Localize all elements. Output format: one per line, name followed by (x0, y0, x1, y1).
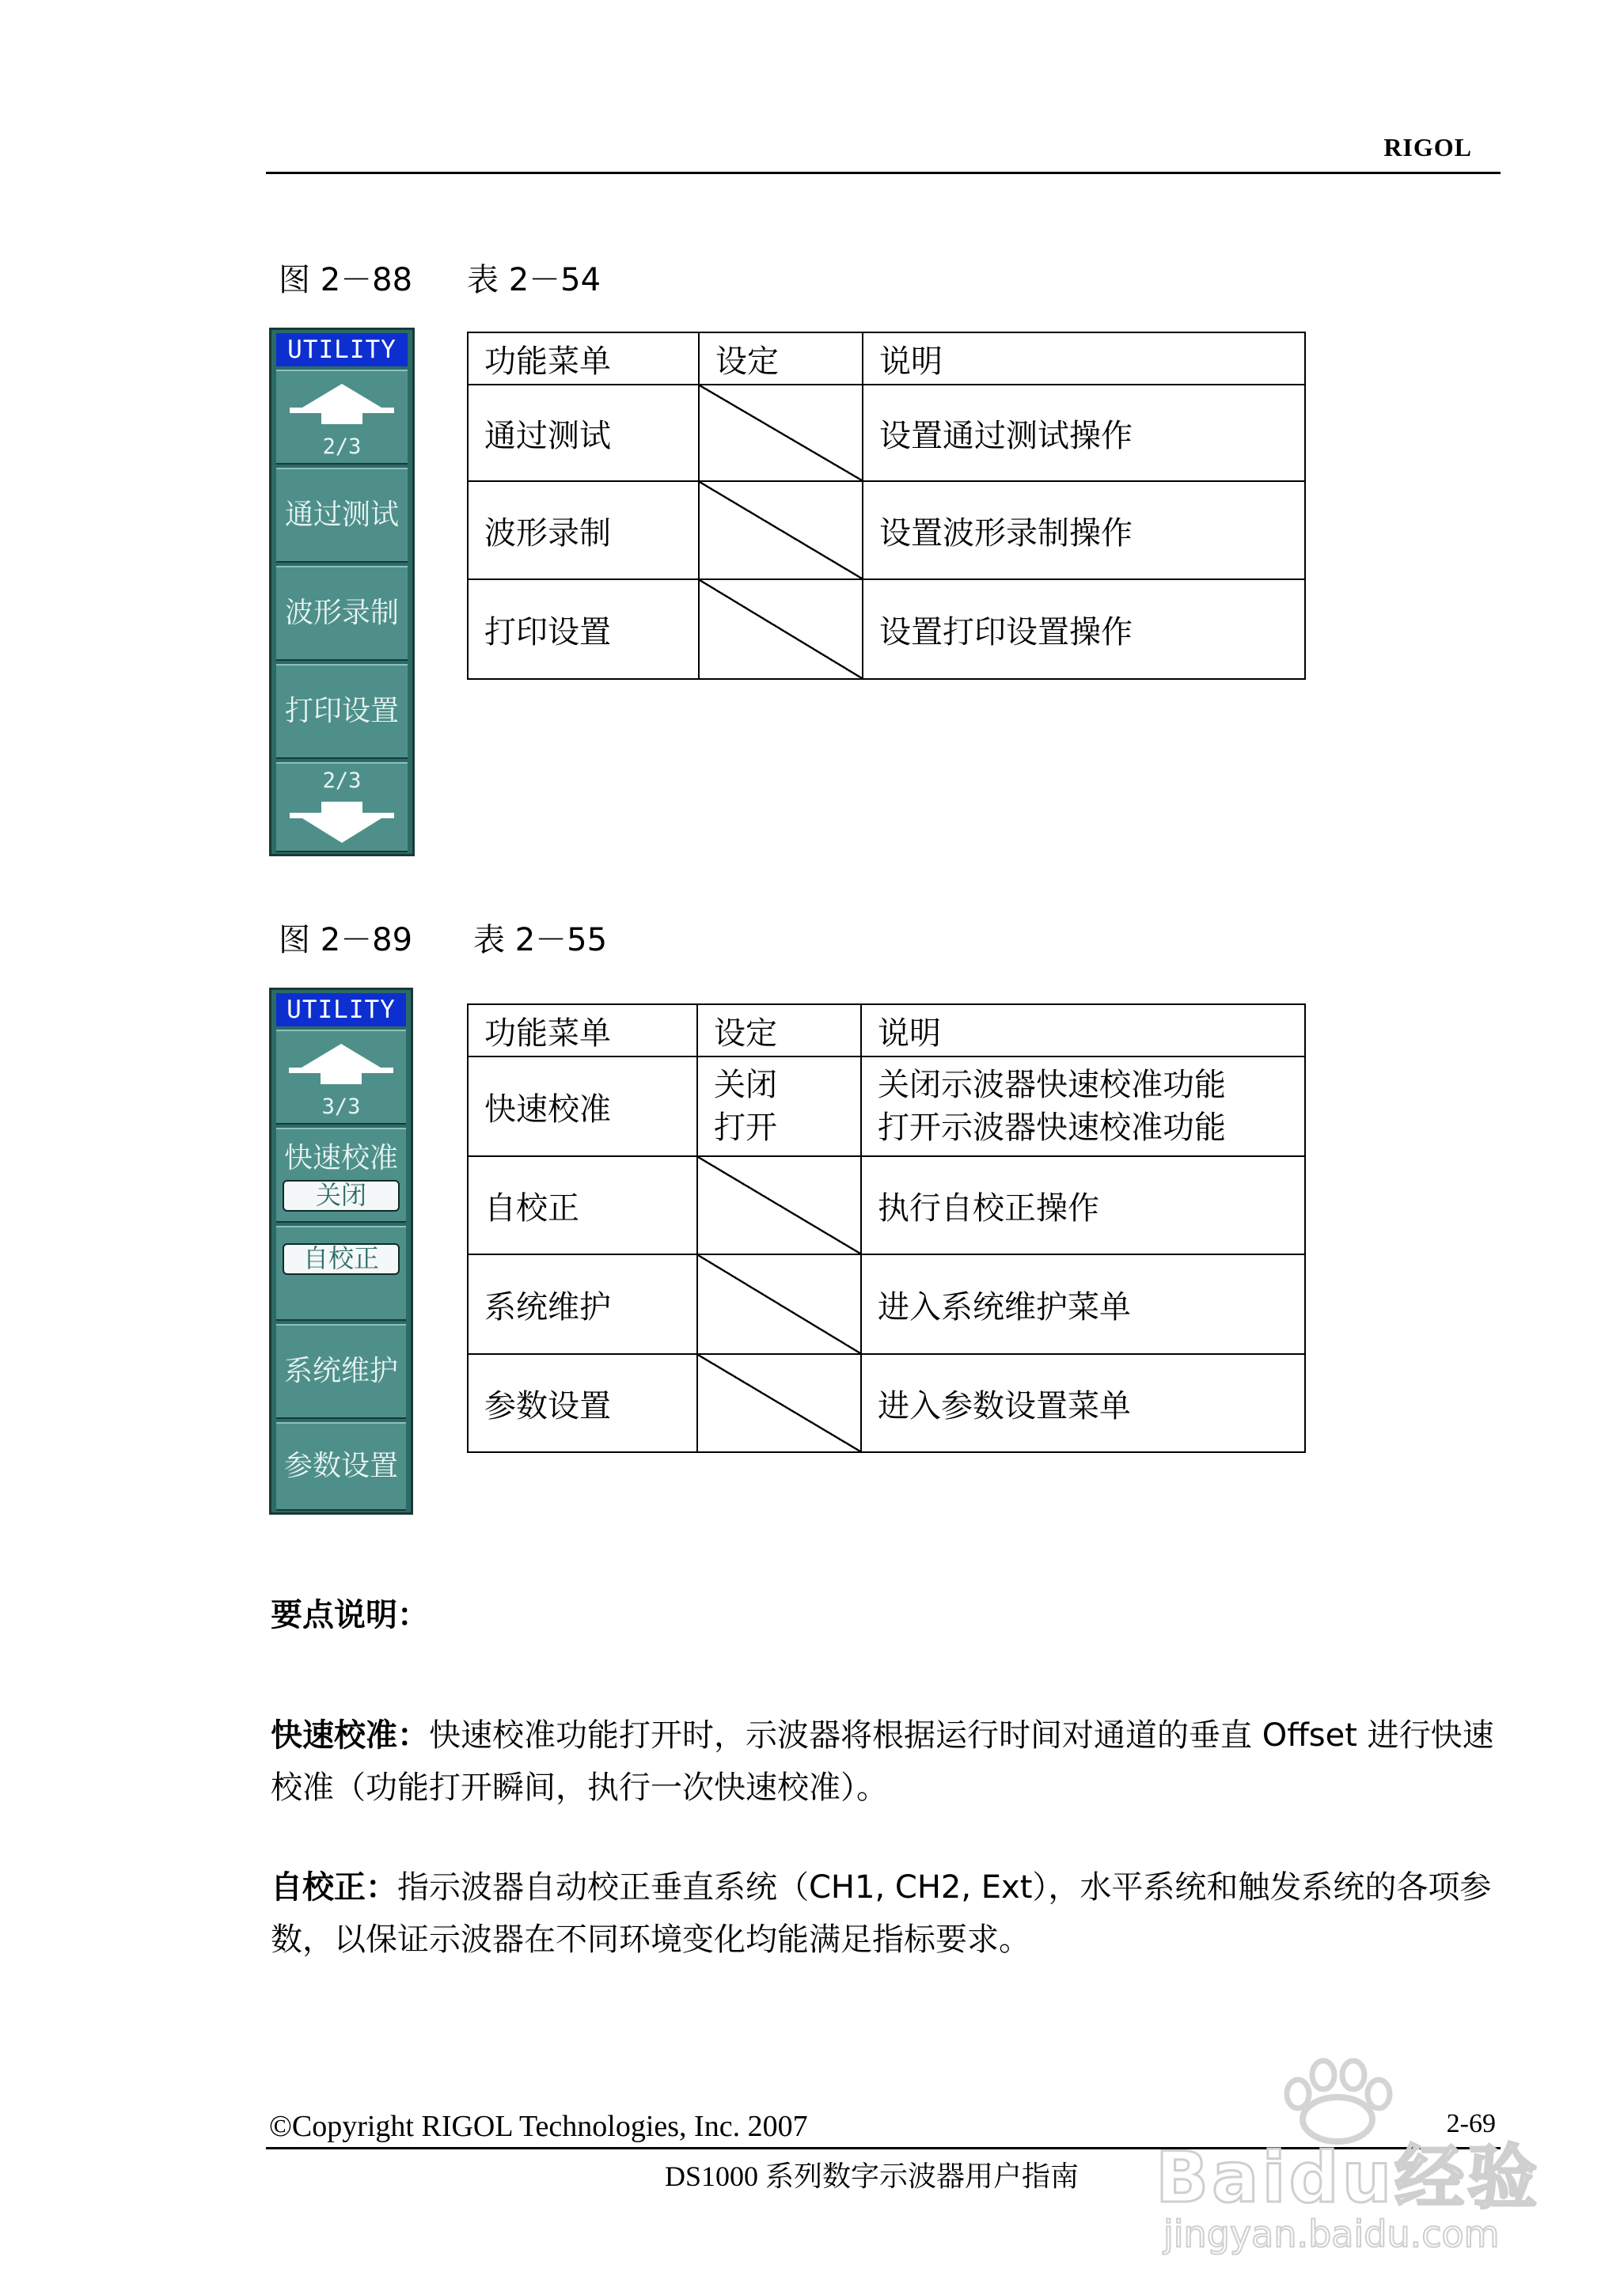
cell-menu: 自校正 (468, 1156, 697, 1254)
cell-description: 进入系统维护菜单 (861, 1254, 1305, 1354)
header-rule (266, 172, 1501, 174)
watermark-url: jingyan.baidu.com (1163, 2213, 1500, 2255)
table-row (468, 1056, 1305, 1156)
cell-setting-empty (699, 385, 863, 481)
notes-heading-text: 要点说明： (271, 1597, 429, 1633)
cell-description: 执行自校正操作 (861, 1156, 1305, 1254)
note-text: 指示波器自动校正垂直系统（CH1, CH2, Ext），水平系统和触发系统的各项参数，以保证示波器在不同环境变化均能满足指标要求。 (271, 1869, 1492, 1958)
menu-button-self-calibration[interactable] (276, 1226, 406, 1321)
menu-button-parameter-setup[interactable] (276, 1422, 406, 1511)
header-setting: 设定 (697, 1004, 861, 1056)
menu-button-waveform-record[interactable] (276, 566, 408, 661)
menu-button-quick-calibration[interactable] (276, 1128, 406, 1223)
arrow-up-icon (286, 1041, 397, 1087)
self-calibration-label: 自校正 (283, 1243, 400, 1275)
cell-description: 设置波形录制操作 (863, 481, 1305, 579)
footer-title: DS1000 系列数字示波器用户指南 (665, 2160, 1080, 2192)
table-2-55 (467, 1003, 1306, 1453)
note-self-calibration (271, 1861, 1501, 1966)
table-row (468, 385, 1305, 481)
cell-description: 进入参数设置菜单 (861, 1354, 1305, 1452)
cell-setting-empty (697, 1156, 861, 1254)
cell-menu: 系统维护 (468, 1254, 697, 1354)
page-indicator-bottom: 2/3 (322, 768, 362, 793)
description-line: 打开示波器快速校准功能 (878, 1110, 1226, 1146)
setting-option: 关闭 (714, 1067, 777, 1103)
table-header-row (468, 332, 1305, 385)
description-line: 关闭示波器快速校准功能 (878, 1067, 1226, 1103)
page-up-button[interactable] (276, 1030, 406, 1125)
cell-setting-empty (699, 481, 863, 579)
quick-calibration-value: 关闭 (283, 1180, 400, 1212)
copyright-text: ©Copyright RIGOL Technologies, Inc. 2007 (269, 2110, 808, 2143)
panel-title: UTILITY (276, 993, 406, 1026)
cell-menu: 波形录制 (468, 481, 699, 579)
table-2-54 (467, 332, 1306, 680)
cell-description: 设置通过测试操作 (863, 385, 1305, 481)
table-caption-2-54: 表 2－54 (467, 262, 601, 298)
table-row (468, 1254, 1305, 1354)
cell-setting-empty (697, 1254, 861, 1354)
arrow-up-icon (286, 381, 397, 427)
notes-heading (271, 1589, 429, 1641)
header-description: 说明 (863, 332, 1305, 385)
page-number: 2-69 (1446, 2109, 1496, 2138)
cell-description (861, 1056, 1305, 1156)
watermark-logo: Baidu经验 (1155, 2137, 1541, 2218)
baidu-watermark (1155, 2058, 1599, 2255)
menu-button-label: 参数设置 (283, 1450, 398, 1482)
menu-button-label: 快速校准 (283, 1142, 398, 1174)
menu-button-label: 打印设置 (284, 695, 399, 727)
cell-description: 设置打印设置操作 (863, 579, 1305, 679)
note-term: 快速校准： (271, 1717, 429, 1754)
menu-button-label: 通过测试 (284, 499, 399, 531)
menu-button-pass-test[interactable] (276, 468, 408, 563)
table-header-row (468, 1004, 1305, 1056)
table-row (468, 481, 1305, 579)
menu-button-system-maintenance[interactable] (276, 1324, 406, 1419)
figure-caption-2-88: 图 2－88 (279, 262, 413, 298)
menu-button-label: 系统维护 (283, 1355, 398, 1387)
header-menu: 功能菜单 (468, 332, 699, 385)
page-indicator-top: 2/3 (322, 434, 362, 459)
header-description: 说明 (861, 1004, 1305, 1056)
cell-setting-empty (697, 1354, 861, 1452)
table-row (468, 1156, 1305, 1254)
menu-button-label: 波形录制 (284, 597, 399, 629)
table-row (468, 579, 1305, 679)
note-quick-calibration (271, 1709, 1501, 1814)
table-row (468, 1354, 1305, 1452)
arrow-down-icon (286, 800, 397, 846)
note-term: 自校正： (271, 1869, 397, 1906)
panel-title: UTILITY (276, 333, 408, 366)
cell-menu: 参数设置 (468, 1354, 697, 1452)
header-setting: 设定 (699, 332, 863, 385)
utility-menu-panel-3-3 (269, 988, 413, 1515)
page-up-button[interactable] (276, 370, 408, 465)
cell-setting-empty (699, 579, 863, 679)
cell-setting (697, 1056, 861, 1156)
menu-button-print-setup[interactable] (276, 664, 408, 759)
cell-menu: 快速校准 (468, 1056, 697, 1156)
page-indicator-top: 3/3 (321, 1094, 361, 1119)
brand-logo-text: RIGOL (1383, 133, 1472, 161)
cell-menu: 通过测试 (468, 385, 699, 481)
cell-menu: 打印设置 (468, 579, 699, 679)
page-down-button[interactable] (276, 762, 408, 852)
utility-menu-panel-2-3 (269, 328, 415, 856)
table-caption-2-55: 表 2－55 (473, 922, 608, 958)
figure-caption-2-89: 图 2－89 (279, 922, 413, 958)
note-text: 快速校准功能打开时，示波器将根据运行时间对通道的垂直 Offset 进行快速校准（功能打开瞬间，执行一次快速校准）。 (271, 1717, 1494, 1806)
header-menu: 功能菜单 (468, 1004, 697, 1056)
setting-option: 打开 (714, 1110, 777, 1146)
